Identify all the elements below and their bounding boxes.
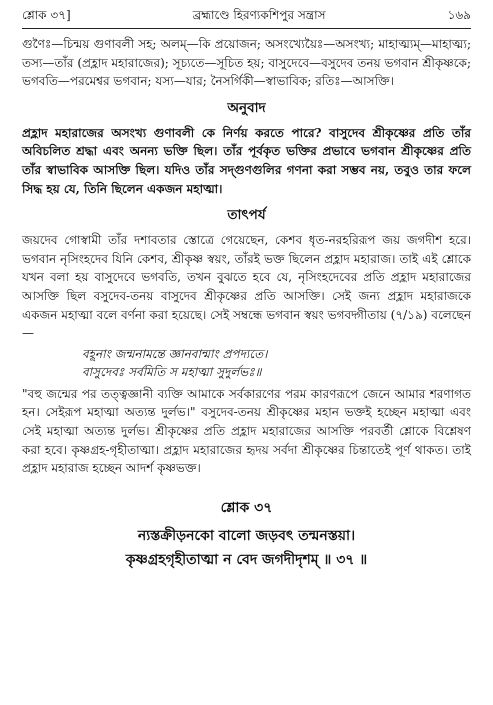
header-chapter-title: ব্রহ্মাণ্ডে হিরণ্যকশিপুর সন্ত্রাস	[192, 8, 326, 22]
gita-verse	[22, 345, 471, 381]
gita-verse-line-2: বাসুদেবঃ সর্বমিতি স মহাত্মা সুদুর্লভঃ॥	[82, 364, 262, 379]
header-verse-number: শ্লোক ৩৭]	[22, 8, 71, 22]
sloka-line-1: ন্যস্তক্রীড়নকো বালো জড়বৎ তন্মনস্তয়া।	[137, 527, 356, 544]
gita-verse-line-1: বহূনাং জন্মনামন্তে জ্ঞানবান্মাং প্রপদ্যতে।	[82, 346, 268, 361]
purport-paragraph-1: জয়দেব গোস্বামী তাঁর দশাবতার স্তোত্রে গেয়েছেন, কেশব ধৃত-নরহরিরূপ জয় জগদীশ হরে। ভগবান নৃসিংহদেব যিনি কেশব, শ্রীকৃষ্ণ স্বয়ং, তাঁরই ভক্ত ছিলেন প্রহ্লাদ মহারাজ। তাই এই শ্লোকে যখন বলা হয় বাসুদেবে ভগবতি, তখন বুঝতে হবে যে, নৃসিংহদেবের প্রতি প্রহ্লাদ মহারাজের আসক্তি ছিল বসুদেব-তনয় বাসুদেব শ্রীকৃষ্ণের প্রতি আসক্তি। সেই জন্য প্রহ্লাদ মহারাজকে একজন মহাত্মা বলে বর্ণনা করা হয়েছে। সেই সম্বন্ধে ভগবান স্বয়ং ভগবদ্গীতায় (৭/১৯) বলেছেন—	[22, 233, 471, 341]
sloka-line-2: কৃষ্ণগ্রহগৃহীতাত্মা ন বেদ জগদীদৃশম্ ॥ ৩৭ ॥	[125, 551, 368, 568]
header-rule	[22, 28, 471, 29]
purport-heading: তাৎপর্য	[227, 207, 266, 224]
synonyms-paragraph: গুণৈঃ—চিন্ময় গুণাবলী সহ; অলম্—কি প্রয়োজন; অসংখ্যেয়ৈঃ—অসংখ্য; মাহাত্ম্যম্—মাহাত্ম্য; তস্য—তাঁর (প্রহ্লাদ মহারাজের); সূচ্যতে—সূচিত হয়; বাসুদেবে—বসুদেব তনয় ভগবান শ্রীকৃষ্ণকে; ভগবতি—পরমেশ্বর ভগবান; যস্য—যার; নৈসর্গিকী—স্বাভাবিক; রতিঃ—আসক্তি।	[22, 37, 471, 89]
translation-heading: অনুবাদ	[227, 99, 266, 116]
purport-paragraph-2: "বহু জন্মের পর তত্ত্বজ্ঞানী ব্যক্তি আমাকে সর্বকারণের পরম কারণরূপে জেনে আমার শরণাগত হন। সেইরূপ মহাত্মা অত্যন্ত দুর্লভ।" বসুদেব-তনয় শ্রীকৃষ্ণের মহান ভক্তই হচ্ছেন মহাত্মা এবং সেই মহাত্মা অত্যন্ত দুর্লভ। শ্রীকৃষ্ণের প্রতি প্রহ্লাদ মহারাজের আসক্তি পরবর্তী শ্লোকে বিশ্লেষণ করা হবে। কৃষ্ণগ্রহ-গৃহীতাত্মা। প্রহ্লাদ মহারাজের হৃদয় সর্বদা শ্রীকৃষ্ণের চিন্তাতেই পূর্ণ থাকত। তাই প্রহ্লাদ মহারাজ হচ্ছেন আদর্শ কৃষ্ণভক্ত।	[22, 386, 471, 476]
header-page-number: ১৬৯	[447, 8, 471, 22]
sloka-heading: শ্লোক ৩৭	[220, 499, 273, 516]
translation-text: প্রহ্লাদ মহারাজের অসংখ্য গুণাবলী কে নির্ণয় করতে পারে? বাসুদেব শ্রীকৃষ্ণের প্রতি তাঁর অবিচলিত শ্রদ্ধা এবং অনন্য ভক্তি ছিল। তাঁর পূর্বকৃত ভক্তির প্রভাবে ভগবান শ্রীকৃষ্ণের প্রতি তাঁর স্বাভাবিক আসক্তি ছিল। যদিও তাঁর সদ্গুণগুলির গণনা করা সম্ভব নয়, তবুও তার ফলে সিদ্ধ হয় যে, তিনি ছিলেন একজন মহাত্মা।	[22, 125, 471, 196]
running-header	[22, 6, 471, 28]
